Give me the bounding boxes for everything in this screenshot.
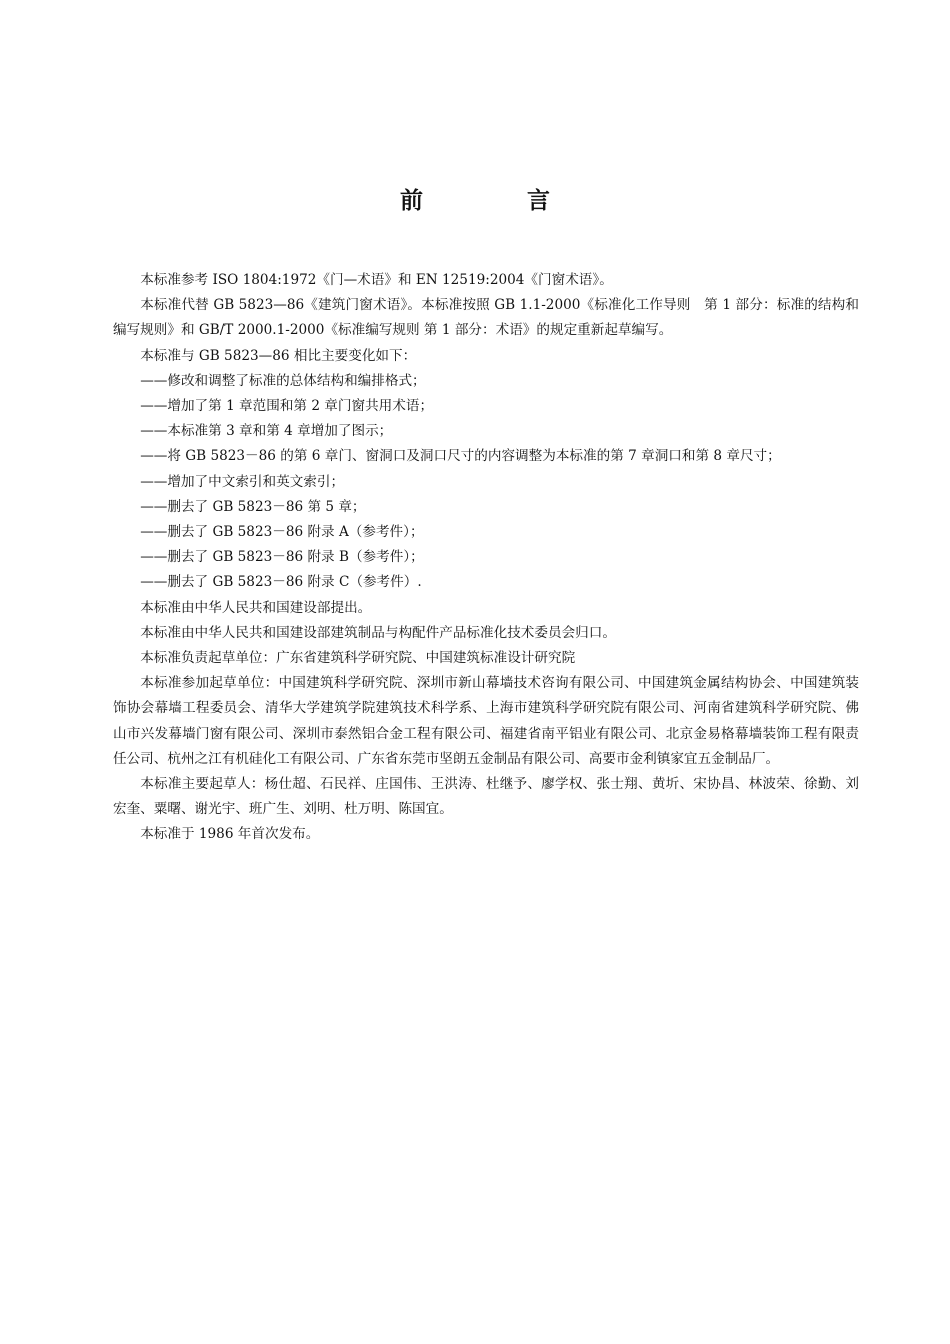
paragraph-changes-intro: 本标准与 GB 5823—86 相比主要变化如下： [140, 347, 417, 364]
paragraph-first-issued: 本标准于 1986 年首次发布。 [140, 826, 320, 843]
change-item: ——删去了 GB 5823－86 第 5 章； [140, 498, 366, 515]
foreword-body [113, 268, 859, 848]
change-item: ——删去了 GB 5823－86 附录 C（参考件）. [140, 574, 422, 591]
change-item: ——将 GB 5823－86 的第 6 章门、窗洞口及洞口尺寸的内容调整为本标准的第 7 章洞口和第 8 章尺寸； [140, 448, 781, 465]
paragraph-proposed-by: 本标准由中华人民共和国建设部提出。 [140, 599, 372, 616]
paragraph-administered-by: 本标准由中华人民共和国建设部建筑制品与构配件产品标准化技术委员会归口。 [140, 624, 616, 641]
paragraph-main-drafters: 本标准主要起草人：杨仕超、石民祥、庄国伟、王洪涛、杜继予、廖学权、张士翔、黄圻、宋协昌、林波荣、徐勤、刘宏奎、粟曙、谢光宇、班广生、刘明、杜万明、陈国宜。 [113, 776, 859, 818]
change-item: ——本标准第 3 章和第 4 章增加了图示； [140, 423, 393, 440]
paragraph-lead-drafters: 本标准负责起草单位：广东省建筑科学研究院、中国建筑标准设计研究院 [140, 650, 576, 667]
change-item: ——增加了第 1 章范围和第 2 章门窗共用术语； [140, 398, 434, 415]
change-item: ——删去了 GB 5823－86 附录 B（参考件）； [140, 549, 424, 566]
change-item: ——删去了 GB 5823－86 附录 A（参考件）； [140, 524, 424, 541]
paragraph-participating-drafters: 本标准参加起草单位：中国建筑科学研究院、深圳市新山幕墙技术咨询有限公司、中国建筑金属结构协会、中国建筑装饰协会幕墙工程委员会、清华大学建筑学院建筑技术科学系、上海市建筑科学研究院有限公司、河南省建筑科学研究院、佛山市兴发幕墙门窗有限公司、深圳市泰然铝合金工程有限公司、福建省南平铝业有限公司、北京金易格幕墙装饰工程有限责任公司、杭州之江有机硅化工有限公司、广东省东莞市坚朗五金制品有限公司、高要市金利镇家宜五金制品厂。 [113, 675, 859, 767]
page-title: 前 言 [399, 188, 598, 214]
change-item: ——增加了中文索引和英文索引； [140, 473, 345, 490]
change-item: ——修改和调整了标准的总体结构和编排格式； [140, 372, 426, 389]
paragraph-replaces: 本标准代替 GB 5823—86《建筑门窗术语》。本标准按照 GB 1.1-2000《标准化工作导则 第 1 部分：标准的结构和编写规则》和 GB/T 2000.1-2000《标准编写规则 第 1 部分：术语》的规定重新起草编写。 [113, 297, 859, 339]
paragraph-references: 本标准参考 ISO 1804:1972《门—术语》和 EN 12519:2004《门窗术语》。 [140, 272, 613, 288]
